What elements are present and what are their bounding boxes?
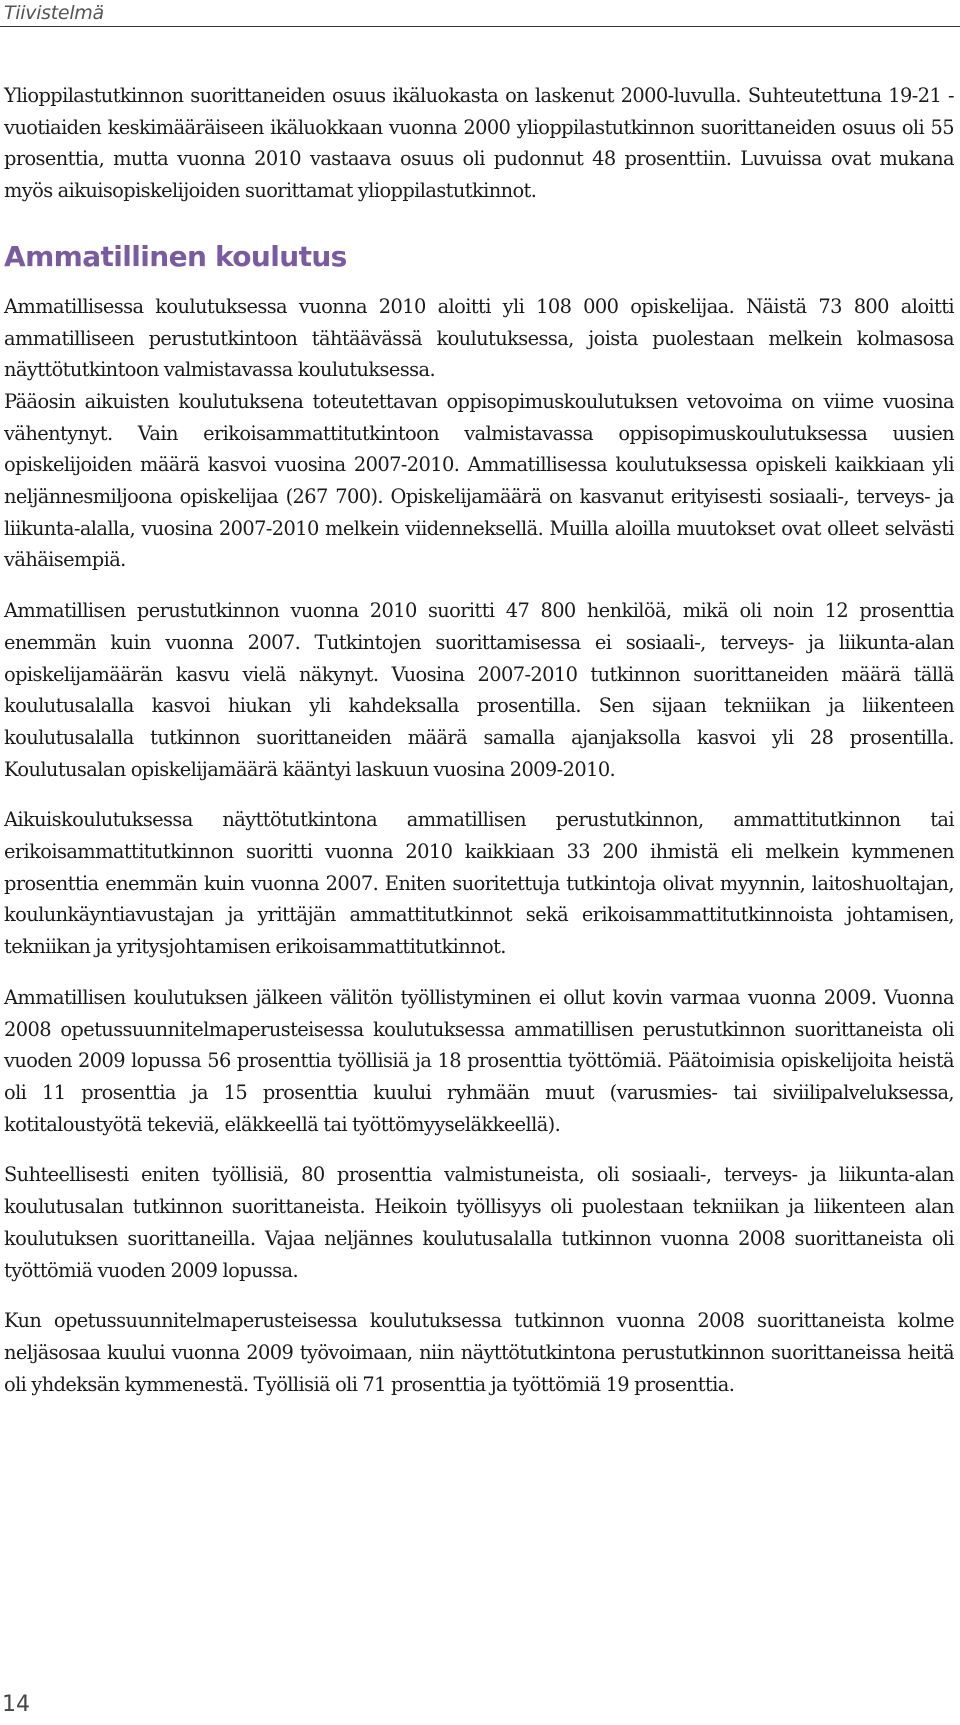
intro-paragraph: Ylioppilastutkinnon suorittaneiden osuus ikäluokasta on laskenut 2000-luvulla. Suhteutettuna 19-21 -vuotiaiden keskimääräiseen ikäluokkaan vuonna 2000 ylioppilastutkinnon suorittaneiden osuus oli 55 prosenttia, mutta vuonna 2010 vastaava osuus oli pudonnut 48 prosenttiin. Luvuissa ovat mukana myös aikuisopiskelijoiden suorittamat ylioppilastutkinnot. bbox=[4, 84, 954, 203]
paragraph-new-students: Ammatillisessa koulutuksessa vuonna 2010 aloitti yli 108 000 opiskelijaa. Näistä 73 800 aloitti ammatilliseen perustutkintoon tähtäävässä koulutuksessa, joista puolestaan melkein kolmasosa näyttötutkintoon valmistavassa koulutuksessa. bbox=[4, 294, 954, 382]
section-heading: Ammatillinen koulutus bbox=[4, 239, 347, 273]
page-number: 14 bbox=[2, 1692, 30, 1717]
running-header-title: Tiivistelmä bbox=[4, 2, 104, 24]
paragraph-employment-2009: Ammatillisen koulutuksen jälkeen välitön työllistyminen ei ollut kovin varmaa vuonna 2009. Vuonna 2008 opetussuunnitelmaperusteisessa koulutuksessa ammatillisen perustutkinnon suorittaneista oli vuoden 2009 lopussa 56 prosenttia työllisiä ja 18 prosenttia työttömiä. Päätoimisia opiskelijoita heistä oli 11 prosenttia ja 15 prosenttia kuului ryhmään muut (varusmies- tai siviilipalveluksessa, kotitaloustyötä tekeviä, eläkkeellä tai työttömyyseläkkeellä). bbox=[4, 985, 954, 1136]
document-body bbox=[4, 80, 954, 1400]
paragraph-competence-based: Kun opetussuunnitelmaperusteisessa koulutuksessa tutkinnon vuonna 2008 suorittaneista kolme neljäsosaa kuului vuonna 2009 työvoimaan, niin näyttötutkintona perustutkinnon suorittaneissa heitä oli yhdeksän kymmenestä. Työllisiä oli 71 prosenttia ja työttömiä 19 prosenttia. bbox=[4, 1309, 954, 1396]
paragraph-basic-degrees: Ammatillisen perustutkinnon vuonna 2010 suoritti 47 800 henkilöä, mikä oli noin 12 prosenttia enemmän kuin vuonna 2007. Tutkintojen suorittamisessa ei sosiaali-, terveys- ja liikunta-alan opiskelijamäärän kasvu vielä näkynyt. Vuosina 2007-2010 tutkinnon suorittaneiden määrä tällä koulutusalalla kasvoi hiukan yli kahdeksalla prosentilla. Sen sijaan tekniikan ja liikenteen koulutusalalla tutkinnon suorittaneiden määrä samalla ajanjaksolla kasvoi yli 28 prosentilla. Koulutusalan opiskelijamäärä kääntyi laskuun vuosina 2009-2010. bbox=[4, 599, 954, 781]
header-divider bbox=[0, 26, 960, 27]
paragraph-apprenticeship: Pääosin aikuisten koulutuksena toteutettavan oppisopimuskoulutuksen vetovoima on viime vuosina vähentynyt. Vain erikoisammattitutkintoon valmistavassa oppisopimuskoulutuksessa uusien opiskelijoiden määrä kasvoi vuosina 2007-2010. Ammatillisessa koulutuksessa opiskeli kaikkiaan yli neljännesmiljoona opiskelijaa (267 700). Opiskelijamäärä on kasvanut erityisesti sosiaali-, terveys- ja liikunta-alalla, vuosina 2007-2010 melkein viidenneksellä. Muilla aloilla muutokset ovat olleet selvästi vähäisempiä. bbox=[4, 389, 954, 572]
paragraph-adult-education: Aikuiskoulutuksessa näyttötutkintona ammatillisen perustutkinnon, ammattitutkinnon tai erikoisammattitutkinnon suoritti vuonna 2010 kaikkiaan 33 200 ihmistä eli melkein kymmenen prosenttia enemmän kuin vuonna 2007. Eniten suoritettuja tutkintoja olivat myynnin, laitoshuoltajan, koulunkäyntiavustajan ja yrittäjän ammattitutkinnot sekä erikoisammattitutkinnoista johtamisen, tekniikan ja yritysjohtamisen erikoisammattitutkinnot. bbox=[4, 808, 954, 959]
paragraph-employment-by-field: Suhteellisesti eniten työllisiä, 80 prosenttia valmistuneista, oli sosiaali-, terveys- ja liikunta-alan koulutusalan tutkinnon suorittaneista. Heikoin työllisyys oli puolestaan tekniikan ja liikenteen alan koulutuksen suorittaneilla. Vajaa neljännes koulutusalalla tutkinnon vuonna 2008 suorittaneista oli työttömiä vuoden 2009 lopussa. bbox=[4, 1163, 954, 1282]
